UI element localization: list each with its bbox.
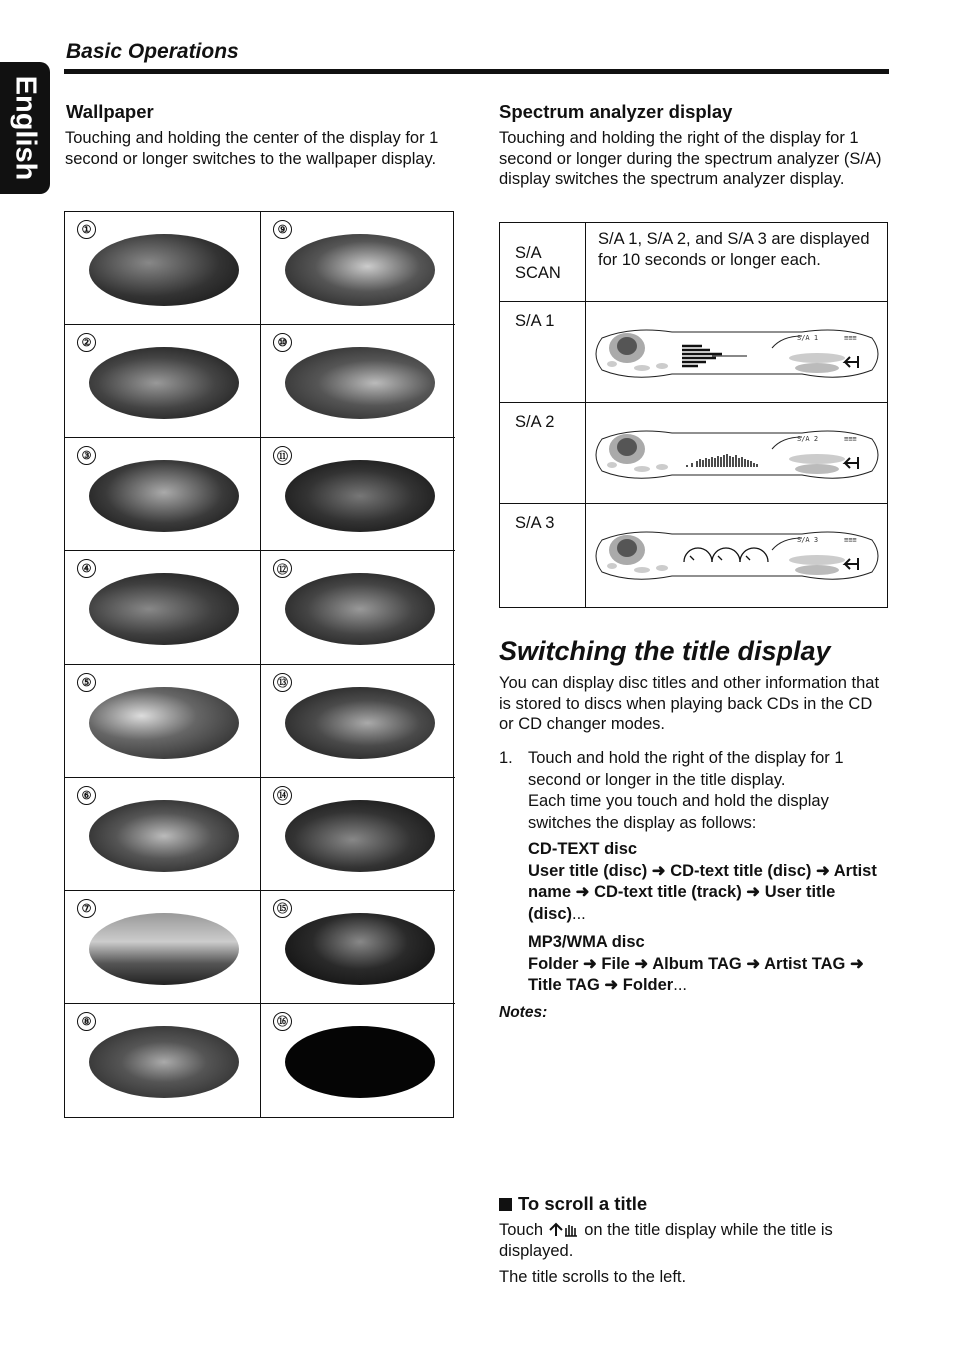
sa2-label: S/A 2: [515, 413, 555, 431]
step-number: 1.: [499, 749, 513, 767]
sa3-display-illustration: [592, 526, 882, 584]
wallpaper-grid: [64, 211, 454, 1118]
wallpaper-description: Touching and holding the center of the display for 1 second or longer switches to the wallpaper display.: [65, 129, 439, 168]
spectrum-table: [499, 222, 888, 608]
sa1-label: S/A 1: [515, 312, 555, 330]
sa1-display-illustration: [592, 324, 882, 382]
notes-label: Notes:: [499, 1004, 548, 1021]
wallpaper-item: [261, 1004, 455, 1117]
sa2-display-illustration: [592, 425, 882, 483]
wallpaper-item: [261, 325, 455, 438]
sa-scan-label: S/A SCAN: [515, 244, 561, 282]
wallpaper-item: [65, 551, 261, 664]
scroll-description: Touch on the title display while the title is displayed.: [499, 1221, 833, 1260]
wallpaper-item: [65, 891, 261, 1004]
wallpaper-item: [261, 891, 455, 1004]
sa3-label: S/A 3: [515, 514, 555, 532]
sa-scan-description: S/A 1, S/A 2, and S/A 3 are displayed for 10 seconds or longer each.: [598, 230, 870, 269]
wallpaper-number: ⑪: [273, 446, 292, 465]
wallpaper-number: ⑫: [273, 559, 292, 578]
wallpaper-image: [89, 800, 239, 872]
square-bullet-icon: [499, 1198, 512, 1211]
scroll-title-heading: To scroll a title: [499, 1193, 647, 1215]
step-text: Touch and hold the right of the display for 1 second or longer in the title display. Each time you touch and hold the display switches the display as follows:: [528, 749, 844, 832]
wallpaper-item: [261, 438, 455, 551]
wallpaper-image: [89, 1026, 239, 1098]
wallpaper-item: [65, 665, 261, 778]
title-display-intro: You can display disc titles and other information that is stored to discs when playing back CDs in the CD or CD changer modes.: [499, 674, 880, 733]
wallpaper-image: [285, 573, 435, 645]
wallpaper-image: [285, 347, 435, 419]
scroll-hand-icon: [548, 1222, 580, 1238]
wallpaper-item: [65, 778, 261, 891]
header-rule: [64, 69, 889, 74]
wallpaper-image: [285, 460, 435, 532]
wallpaper-heading: Wallpaper: [66, 101, 154, 122]
wallpaper-number: ⑨: [273, 220, 292, 239]
sa-scan-row: [500, 223, 887, 302]
wallpaper-image: [285, 234, 435, 306]
wallpaper-number: ③: [77, 446, 96, 465]
cdtext-sequence: CD-TEXT disc User title (disc) ➜ CD-text title (disc) ➜ Artist name ➜ CD-text title (track) ➜ User title (disc)...: [528, 840, 877, 923]
wallpaper-number: ⑥: [77, 786, 96, 805]
svg-text:≡≡≡: ≡≡≡: [844, 435, 857, 443]
sa1-screen-text: S/A 1: [797, 334, 819, 342]
wallpaper-number: ⑦: [77, 899, 96, 918]
scroll-result: The title scrolls to the left.: [499, 1268, 687, 1286]
sa2-row: [500, 403, 887, 504]
wallpaper-image: [285, 800, 435, 872]
wallpaper-item: [65, 325, 261, 438]
sa1-row: [500, 302, 887, 403]
wallpaper-number: ①: [77, 220, 96, 239]
wallpaper-number: ⑩: [273, 333, 292, 352]
wallpaper-item: [65, 212, 261, 325]
wallpaper-number: ⑭: [273, 786, 292, 805]
wallpaper-image: [89, 347, 239, 419]
wallpaper-number: ④: [77, 559, 96, 578]
svg-text:≡≡≡: ≡≡≡: [844, 334, 857, 342]
title-display-heading: Switching the title display: [499, 636, 831, 666]
mp3-sequence: MP3/WMA disc Folder ➜ File ➜ Album TAG ➜ Artist TAG ➜ Title TAG ➜ Folder...: [528, 933, 864, 994]
wallpaper-number: ⑬: [273, 673, 292, 692]
wallpaper-image: [89, 687, 239, 759]
wallpaper-image: [285, 1026, 435, 1098]
wallpaper-item: [261, 551, 455, 664]
wallpaper-item: [261, 212, 455, 325]
wallpaper-number: ⑯: [273, 1012, 292, 1031]
language-tab: [0, 62, 50, 194]
wallpaper-image: [285, 687, 435, 759]
wallpaper-image: [89, 460, 239, 532]
wallpaper-item: [65, 438, 261, 551]
language-tab-label: English: [9, 75, 42, 181]
wallpaper-image: [285, 913, 435, 985]
wallpaper-item: [261, 778, 455, 891]
sa2-screen-text: S/A 2: [797, 435, 819, 443]
spectrum-description: Touching and holding the right of the display for 1 second or longer during the spectrum analyzer (S/A) display switches the spectrum analyzer display.: [499, 129, 882, 188]
wallpaper-number: ⑤: [77, 673, 96, 692]
wallpaper-image: [89, 913, 239, 985]
wallpaper-number: ⑧: [77, 1012, 96, 1031]
section-title: Basic Operations: [66, 40, 239, 63]
sa3-row: [500, 504, 887, 607]
wallpaper-number: ⑮: [273, 899, 292, 918]
spectrum-heading: Spectrum analyzer display: [499, 101, 733, 122]
wallpaper-item: [261, 665, 455, 778]
sa3-screen-text: S/A 3: [797, 536, 819, 544]
wallpaper-image: [89, 573, 239, 645]
wallpaper-item: [65, 1004, 261, 1117]
wallpaper-image: [89, 234, 239, 306]
svg-text:≡≡≡: ≡≡≡: [844, 536, 857, 544]
wallpaper-number: ②: [77, 333, 96, 352]
